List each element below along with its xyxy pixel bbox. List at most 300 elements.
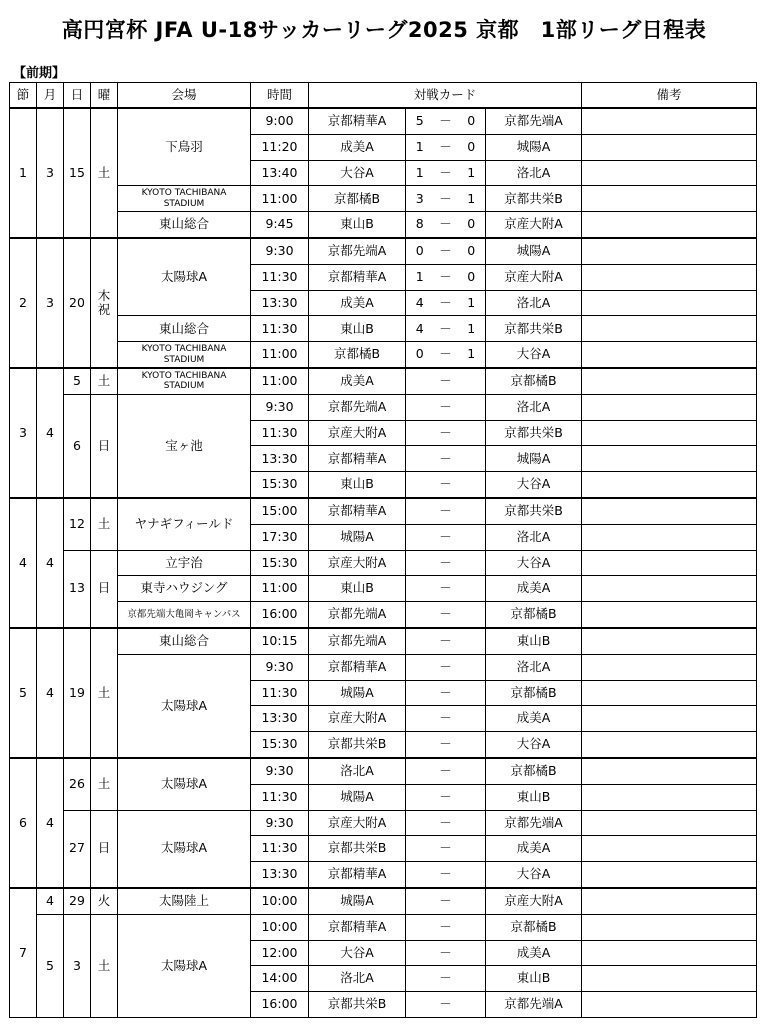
cell-day: 15 [64, 108, 91, 238]
cell-venue: 東寺ハウジング [118, 576, 251, 602]
cell-score-dash: － [434, 732, 458, 758]
cell-time: 16:00 [251, 602, 309, 628]
cell-venue: 太陽球A [118, 758, 251, 810]
cell-home-team: 京都先端A [309, 628, 406, 654]
cell-home-team: 京都精華A [309, 446, 406, 472]
schedule-table [9, 82, 757, 1018]
cell-away-team: 大谷A [486, 472, 582, 498]
cell-home-team: 城陽A [309, 888, 406, 914]
cell-away-score [458, 602, 486, 628]
cell-home-score: 1 [406, 264, 434, 290]
cell-home-team: 成美A [309, 290, 406, 316]
cell-away-score: 0 [458, 212, 486, 238]
cell-score-dash: － [434, 550, 458, 576]
cell-time: 13:30 [251, 446, 309, 472]
cell-weekday: 木祝 [91, 238, 118, 368]
cell-notes [582, 732, 757, 758]
cell-away-team: 京都橘B [486, 758, 582, 784]
cell-time: 13:30 [251, 290, 309, 316]
cell-home-score: 4 [406, 316, 434, 342]
cell-time: 11:00 [251, 368, 309, 394]
cell-away-score [458, 472, 486, 498]
cell-away-team: 城陽A [486, 238, 582, 264]
cell-away-team: 城陽A [486, 446, 582, 472]
header-day: 日 [64, 83, 91, 109]
cell-time: 10:15 [251, 628, 309, 654]
cell-home-score [406, 992, 434, 1018]
cell-time: 11:00 [251, 342, 309, 368]
schedule-body [10, 108, 757, 1017]
cell-time: 9:30 [251, 810, 309, 836]
page-title: 高円宮杯 JFA U-18サッカーリーグ2025 京都 1部リーグ日程表 [61, 18, 707, 42]
cell-time: 17:30 [251, 524, 309, 550]
cell-weekday: 日 [91, 810, 118, 888]
table-row [10, 342, 757, 368]
cell-home-score: 5 [406, 108, 434, 134]
cell-away-score: 1 [458, 186, 486, 212]
cell-home-score [406, 862, 434, 888]
cell-score-dash: － [434, 160, 458, 186]
cell-notes [582, 810, 757, 836]
cell-home-score [406, 836, 434, 862]
cell-score-dash: － [434, 394, 458, 420]
cell-home-score [406, 394, 434, 420]
cell-score-dash: － [434, 914, 458, 940]
cell-time: 13:40 [251, 160, 309, 186]
table-row [10, 602, 757, 628]
cell-venue: 立宇治 [118, 550, 251, 576]
cell-time: 10:00 [251, 914, 309, 940]
cell-away-team: 東山B [486, 628, 582, 654]
cell-score-dash: － [434, 940, 458, 966]
cell-notes [582, 888, 757, 914]
cell-home-team: 大谷A [309, 160, 406, 186]
cell-score-dash: － [434, 836, 458, 862]
cell-time: 11:30 [251, 680, 309, 706]
cell-day: 3 [64, 914, 91, 1017]
cell-day: 6 [64, 394, 91, 498]
cell-notes [582, 498, 757, 524]
cell-venue: KYOTO TACHIBANA STADIUM [118, 368, 251, 394]
cell-score-dash: － [434, 316, 458, 342]
cell-home-score [406, 914, 434, 940]
cell-time: 15:00 [251, 498, 309, 524]
cell-home-score [406, 524, 434, 550]
cell-home-score: 4 [406, 290, 434, 316]
cell-home-team: 京都精華A [309, 264, 406, 290]
cell-home-score [406, 368, 434, 394]
cell-home-team: 京産大附A [309, 810, 406, 836]
cell-venue: 京都先端大亀岡キャンパス [118, 602, 251, 628]
cell-venue: KYOTO TACHIBANA STADIUM [118, 342, 251, 368]
cell-home-score [406, 420, 434, 446]
cell-away-team: 洛北A [486, 654, 582, 680]
cell-time: 11:30 [251, 784, 309, 810]
cell-day: 29 [64, 888, 91, 914]
cell-time: 11:00 [251, 576, 309, 602]
table-row [10, 810, 757, 836]
cell-score-dash: － [434, 368, 458, 394]
cell-home-score [406, 732, 434, 758]
table-row [10, 654, 757, 680]
cell-away-score [458, 810, 486, 836]
cell-away-team: 大谷A [486, 550, 582, 576]
cell-day: 20 [64, 238, 91, 368]
cell-home-team: 大谷A [309, 940, 406, 966]
cell-score-dash: － [434, 576, 458, 602]
cell-time: 11:30 [251, 420, 309, 446]
cell-away-score [458, 758, 486, 784]
cell-score-dash: － [434, 706, 458, 732]
cell-month: 3 [37, 108, 64, 238]
cell-home-score: 3 [406, 186, 434, 212]
cell-score-dash: － [434, 862, 458, 888]
cell-month: 4 [37, 758, 64, 888]
cell-score-dash: － [434, 212, 458, 238]
cell-setsu: 3 [10, 368, 37, 498]
cell-away-team: 洛北A [486, 160, 582, 186]
cell-away-score: 0 [458, 238, 486, 264]
cell-notes [582, 420, 757, 446]
cell-setsu: 6 [10, 758, 37, 888]
cell-away-team: 成美A [486, 706, 582, 732]
table-row [10, 212, 757, 238]
cell-home-score [406, 602, 434, 628]
cell-home-team: 京都先端A [309, 394, 406, 420]
cell-away-team: 洛北A [486, 524, 582, 550]
cell-home-team: 京都橘B [309, 342, 406, 368]
cell-notes [582, 836, 757, 862]
section-label: 【前期】 [13, 66, 66, 81]
cell-time: 15:30 [251, 732, 309, 758]
header-month: 月 [37, 83, 64, 109]
cell-month: 4 [37, 628, 64, 758]
cell-weekday: 土 [91, 758, 118, 810]
cell-away-score [458, 680, 486, 706]
cell-away-team: 京産大附A [486, 264, 582, 290]
cell-score-dash: － [434, 992, 458, 1018]
cell-month: 4 [37, 368, 64, 498]
cell-time: 9:30 [251, 758, 309, 784]
cell-home-score: 0 [406, 238, 434, 264]
cell-away-team: 京都共栄B [486, 316, 582, 342]
cell-home-team: 東山B [309, 212, 406, 238]
cell-day: 26 [64, 758, 91, 810]
cell-day: 13 [64, 550, 91, 628]
cell-away-score [458, 368, 486, 394]
cell-home-score [406, 940, 434, 966]
cell-time: 13:30 [251, 706, 309, 732]
table-row [10, 550, 757, 576]
cell-home-score [406, 888, 434, 914]
cell-home-team: 京産大附A [309, 420, 406, 446]
cell-home-team: 東山B [309, 472, 406, 498]
cell-time: 10:00 [251, 888, 309, 914]
cell-away-team: 京産大附A [486, 212, 582, 238]
cell-away-score [458, 654, 486, 680]
cell-notes [582, 680, 757, 706]
cell-away-team: 大谷A [486, 862, 582, 888]
cell-weekday: 土 [91, 628, 118, 758]
cell-time: 9:00 [251, 108, 309, 134]
cell-away-score: 1 [458, 160, 486, 186]
cell-home-score [406, 472, 434, 498]
cell-weekday: 土 [91, 368, 118, 394]
cell-day: 27 [64, 810, 91, 888]
cell-setsu: 4 [10, 498, 37, 628]
cell-score-dash: － [434, 472, 458, 498]
cell-score-dash: － [434, 810, 458, 836]
cell-home-team: 京産大附A [309, 550, 406, 576]
cell-away-team: 成美A [486, 576, 582, 602]
cell-notes [582, 108, 757, 134]
cell-away-score [458, 940, 486, 966]
cell-away-score [458, 524, 486, 550]
cell-venue: 太陽球A [118, 810, 251, 888]
cell-home-score: 1 [406, 160, 434, 186]
cell-notes [582, 394, 757, 420]
cell-time: 14:00 [251, 966, 309, 992]
cell-away-team: 京産大附A [486, 888, 582, 914]
cell-home-score [406, 628, 434, 654]
cell-home-score [406, 680, 434, 706]
cell-away-team: 洛北A [486, 290, 582, 316]
cell-notes [582, 368, 757, 394]
cell-away-score [458, 914, 486, 940]
cell-score-dash: － [434, 134, 458, 160]
cell-home-team: 京都精華A [309, 914, 406, 940]
cell-away-score [458, 446, 486, 472]
cell-score-dash: － [434, 524, 458, 550]
cell-home-team: 成美A [309, 134, 406, 160]
cell-away-score [458, 420, 486, 446]
cell-venue: 宝ヶ池 [118, 394, 251, 498]
cell-notes [582, 576, 757, 602]
cell-home-team: 京都共栄B [309, 732, 406, 758]
cell-time: 12:00 [251, 940, 309, 966]
cell-away-team: 京都橘B [486, 602, 582, 628]
table-row [10, 368, 757, 394]
cell-day: 19 [64, 628, 91, 758]
cell-score-dash: － [434, 628, 458, 654]
cell-time: 11:20 [251, 134, 309, 160]
cell-notes [582, 472, 757, 498]
cell-home-team: 京都共栄B [309, 836, 406, 862]
cell-venue: 太陽球A [118, 914, 251, 1017]
cell-home-team: 京都精華A [309, 498, 406, 524]
cell-away-team: 成美A [486, 836, 582, 862]
cell-home-score [406, 784, 434, 810]
cell-away-score: 1 [458, 342, 486, 368]
cell-notes [582, 160, 757, 186]
cell-venue: 東山総合 [118, 628, 251, 654]
table-row [10, 628, 757, 654]
cell-notes [582, 914, 757, 940]
cell-notes [582, 550, 757, 576]
cell-notes [582, 966, 757, 992]
cell-away-score [458, 394, 486, 420]
cell-notes [582, 316, 757, 342]
table-row [10, 888, 757, 914]
cell-notes [582, 238, 757, 264]
cell-home-team: 洛北A [309, 966, 406, 992]
cell-score-dash: － [434, 264, 458, 290]
cell-setsu: 7 [10, 888, 37, 1017]
header-weekday: 曜 [91, 83, 118, 109]
cell-notes [582, 186, 757, 212]
cell-away-score [458, 784, 486, 810]
cell-venue: 東山総合 [118, 212, 251, 238]
cell-setsu: 5 [10, 628, 37, 758]
cell-home-team: 成美A [309, 368, 406, 394]
cell-away-score [458, 498, 486, 524]
cell-home-score: 0 [406, 342, 434, 368]
cell-time: 9:30 [251, 394, 309, 420]
cell-setsu: 2 [10, 238, 37, 368]
cell-venue: 下鳥羽 [118, 108, 251, 186]
cell-home-team: 城陽A [309, 524, 406, 550]
cell-notes [582, 940, 757, 966]
cell-notes [582, 758, 757, 784]
cell-score-dash: － [434, 108, 458, 134]
header-venue: 会場 [118, 83, 251, 109]
table-row [10, 498, 757, 524]
cell-notes [582, 446, 757, 472]
cell-away-team: 京都共栄B [486, 498, 582, 524]
cell-weekday: 土 [91, 108, 118, 238]
cell-away-team: 京都橘B [486, 680, 582, 706]
cell-away-score [458, 576, 486, 602]
cell-month: 5 [37, 914, 64, 1017]
cell-time: 9:45 [251, 212, 309, 238]
cell-home-team: 京都共栄B [309, 992, 406, 1018]
cell-time: 9:30 [251, 654, 309, 680]
cell-home-score [406, 576, 434, 602]
header-setsu: 節 [10, 83, 37, 109]
header-time: 時間 [251, 83, 309, 109]
header-notes: 備考 [582, 83, 757, 109]
cell-month: 4 [37, 498, 64, 628]
cell-away-team: 洛北A [486, 394, 582, 420]
cell-away-team: 京都先端A [486, 108, 582, 134]
header-card: 対戦カード [309, 83, 582, 109]
cell-away-score: 0 [458, 264, 486, 290]
cell-away-team: 京都共栄B [486, 186, 582, 212]
cell-day: 5 [64, 368, 91, 394]
cell-home-score [406, 550, 434, 576]
cell-venue: 東山総合 [118, 316, 251, 342]
cell-home-score [406, 758, 434, 784]
cell-notes [582, 342, 757, 368]
cell-away-team: 城陽A [486, 134, 582, 160]
cell-home-team: 京都先端A [309, 602, 406, 628]
cell-notes [582, 706, 757, 732]
cell-time: 11:30 [251, 836, 309, 862]
cell-venue: 太陽球A [118, 654, 251, 758]
cell-home-score [406, 446, 434, 472]
cell-weekday: 土 [91, 914, 118, 1017]
cell-away-team: 東山B [486, 784, 582, 810]
cell-time: 16:00 [251, 992, 309, 1018]
cell-away-score: 0 [458, 134, 486, 160]
cell-notes [582, 602, 757, 628]
cell-score-dash: － [434, 680, 458, 706]
cell-home-score [406, 810, 434, 836]
cell-away-score [458, 550, 486, 576]
cell-notes [582, 264, 757, 290]
cell-away-score: 1 [458, 290, 486, 316]
cell-away-team: 京都共栄B [486, 420, 582, 446]
cell-setsu: 1 [10, 108, 37, 238]
cell-home-team: 京都先端A [309, 238, 406, 264]
table-row [10, 238, 757, 264]
cell-notes [582, 134, 757, 160]
cell-day: 12 [64, 498, 91, 550]
cell-away-team: 大谷A [486, 732, 582, 758]
table-row [10, 758, 757, 784]
cell-notes [582, 212, 757, 238]
cell-score-dash: － [434, 784, 458, 810]
cell-home-team: 東山B [309, 576, 406, 602]
cell-weekday: 火 [91, 888, 118, 914]
cell-score-dash: － [434, 238, 458, 264]
cell-away-score [458, 966, 486, 992]
cell-score-dash: － [434, 290, 458, 316]
cell-home-team: 京都精華A [309, 862, 406, 888]
table-row [10, 186, 757, 212]
cell-notes [582, 628, 757, 654]
cell-home-team: 京都橘B [309, 186, 406, 212]
cell-away-score [458, 732, 486, 758]
cell-away-score [458, 836, 486, 862]
cell-home-team: 洛北A [309, 758, 406, 784]
cell-weekday: 日 [91, 550, 118, 628]
cell-notes [582, 654, 757, 680]
cell-time: 11:30 [251, 316, 309, 342]
cell-away-score [458, 992, 486, 1018]
cell-time: 11:00 [251, 186, 309, 212]
cell-venue: 太陽陸上 [118, 888, 251, 914]
table-row [10, 576, 757, 602]
cell-score-dash: － [434, 498, 458, 524]
cell-home-score: 8 [406, 212, 434, 238]
cell-notes [582, 290, 757, 316]
cell-home-team: 京都精華A [309, 654, 406, 680]
cell-time: 15:30 [251, 550, 309, 576]
table-row [10, 914, 757, 940]
cell-away-team: 京都先端A [486, 810, 582, 836]
table-row [10, 108, 757, 134]
cell-score-dash: － [434, 446, 458, 472]
cell-home-team: 京産大附A [309, 706, 406, 732]
cell-score-dash: － [434, 342, 458, 368]
cell-away-score: 0 [458, 108, 486, 134]
cell-away-score: 1 [458, 316, 486, 342]
table-row [10, 394, 757, 420]
cell-month: 4 [37, 888, 64, 914]
cell-away-score [458, 706, 486, 732]
cell-away-team: 成美A [486, 940, 582, 966]
cell-home-score [406, 706, 434, 732]
cell-notes [582, 862, 757, 888]
cell-away-team: 京都先端A [486, 992, 582, 1018]
cell-home-team: 城陽A [309, 680, 406, 706]
cell-score-dash: － [434, 186, 458, 212]
cell-time: 13:30 [251, 862, 309, 888]
cell-home-score [406, 966, 434, 992]
cell-score-dash: － [434, 758, 458, 784]
cell-notes [582, 784, 757, 810]
